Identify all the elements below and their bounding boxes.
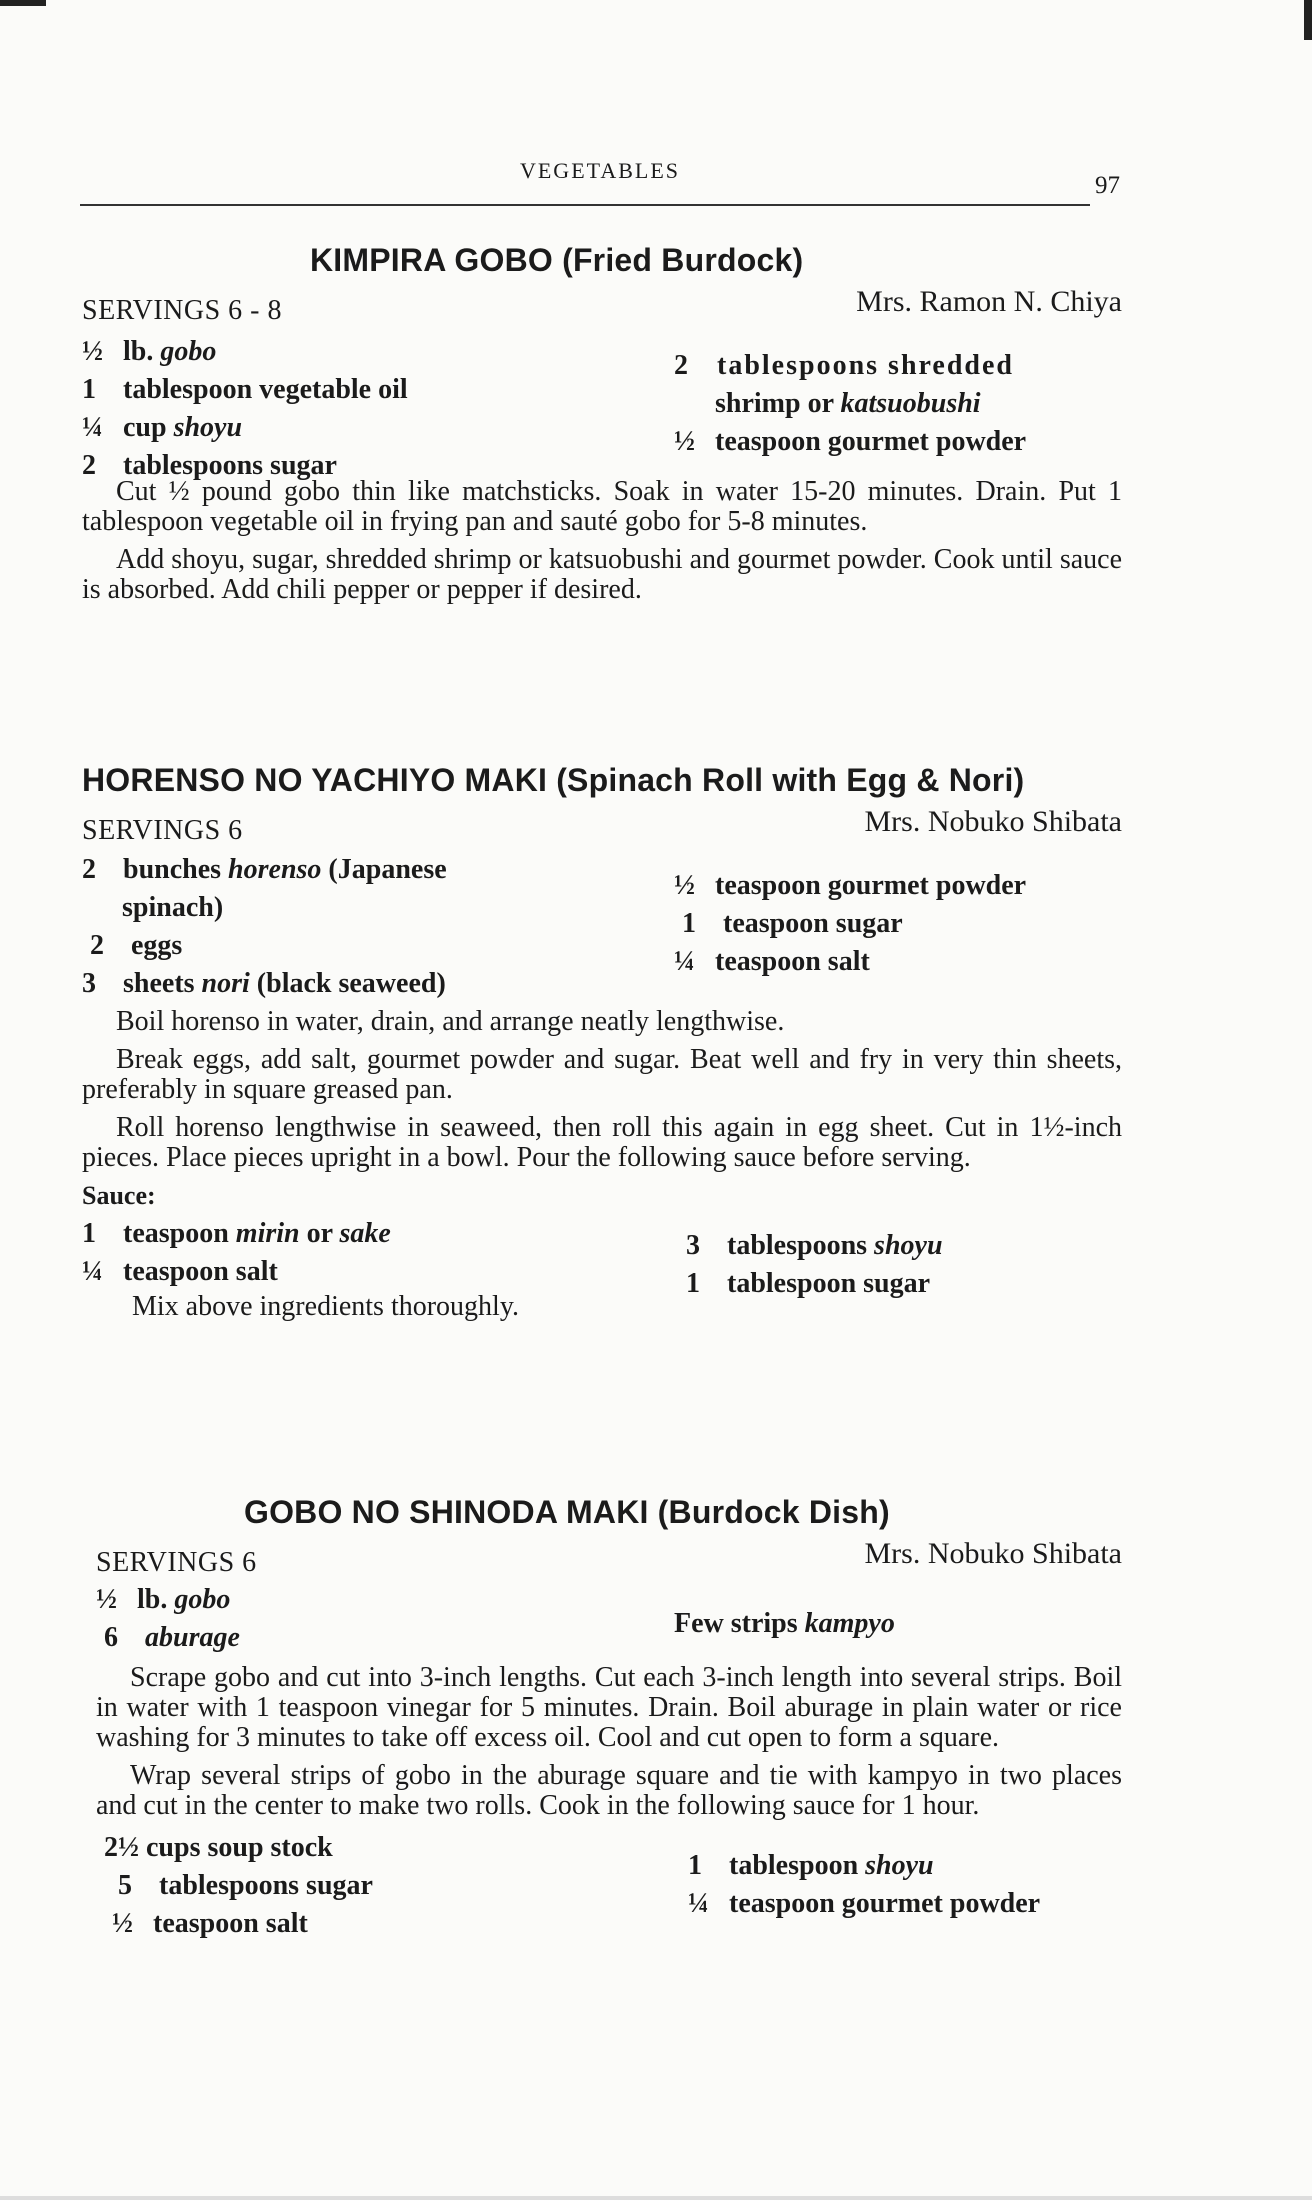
method-paragraph: Add shoyu, sugar, shredded shrimp or katsuobushi and gourmet powder. Cook until sauce is absorbed. Add chili pepper or pepper if desired. [82,544,1122,605]
ingredient-item: 5 tablespoons sugar [118,1870,373,1901]
scan-bottom-edge [0,2196,1312,2200]
sauce-ingredients [82,1829,1122,1949]
sauce-ingredients-left [82,1215,602,1323]
sauce-method: Mix above ingredients thoroughly. [132,1291,520,1322]
ingredient-item: 2 eggs [90,930,183,961]
sauce-ingredients [82,1211,1122,1331]
ingredients-right [674,1605,1154,1643]
ingredient-item: ¼ cup shoyu [82,412,243,443]
ingredient-item: 3 tablespoons shoyu [686,1230,943,1261]
ingredients-left [96,1581,616,1657]
recipe-method [82,1663,1122,1821]
ingredient-item: ½ teaspoon salt [112,1908,308,1939]
ingredient-item: 1 teaspoon mirin or sake [82,1218,391,1249]
recipe-title: HORENSO NO YACHIYO MAKI (Spinach Roll with Egg & Nori) [82,762,1025,798]
ingredient-list [82,1577,1122,1663]
recipe-meta [82,805,1122,845]
method-paragraph: Cut ½ pound gobo thin like matchsticks. Soak in water 15-20 minutes. Drain. Put 1 tablespoon vegetable oil in frying pan and sauté gobo for 5-8 minutes. [82,476,1122,537]
method-paragraph: Wrap several strips of gobo in the aburage square and tie with kampyo in two places and cut in the center to make two rolls. Cook in the following sauce for 1 hour. [96,1760,1122,1821]
method-paragraph: Roll horenso lengthwise in seaweed, then roll this again in egg sheet. Cut in 1½-inch pieces. Place pieces upright in a bowl. Pour the following sauce before serving. [82,1112,1122,1173]
ingredient-item: 1 tablespoon shoyu [688,1850,934,1881]
ingredient-item: ¼ teaspoon gourmet powder [688,1888,1041,1919]
method-paragraph: Break eggs, add salt, gourmet powder and sugar. Beat well and fry in very thin sheets, preferably in square greased pan. [82,1044,1122,1105]
servings: SERVINGS 6 [82,815,243,846]
method-paragraph: Boil horenso in water, drain, and arrange neatly lengthwise. [116,1006,785,1037]
recipe-author: Mrs. Ramon N. Chiya [856,285,1122,318]
ingredient-item: 1 tablespoon sugar [686,1268,931,1299]
ingredient-list [82,325,1122,481]
ingredient-item: ½ lb. gobo [96,1584,231,1615]
sauce-ingredients-right [688,1847,1168,1923]
ingredient-item: 2 tablespoons shredded [674,350,1015,381]
sauce-ingredients-right [686,1227,1166,1303]
recipe-title: KIMPIRA GOBO (Fried Burdock) [310,242,804,278]
recipe-kimpira-gobo [82,242,1122,613]
servings: SERVINGS 6 - 8 [82,295,282,326]
ingredient-item: ½ teaspoon gourmet powder [674,426,1027,457]
ingredient-item: 1 teaspoon sugar [682,908,903,939]
recipe-method [82,1007,1122,1173]
recipe-title: GOBO NO SHINODA MAKI (Burdock Dish) [244,1494,890,1530]
page-number: 97 [1095,172,1120,199]
ingredients-left [82,851,602,1003]
recipe-meta [82,1537,1122,1577]
ingredient-item: 2 tablespoons sugar [82,450,337,481]
scan-corner-mark [0,0,46,6]
ingredient-item: ½ lb. gobo [82,336,217,367]
ingredient-item: spinach) [122,892,224,923]
sauce-label: Sauce: [82,1181,156,1210]
scan-edge-mark [1304,0,1312,40]
header-rule [80,204,1090,206]
ingredient-item: shrimp or katsuobushi [715,388,981,419]
recipe-meta [82,285,1122,325]
ingredients-left [82,333,602,485]
ingredient-item: ¼ teaspoon salt [674,946,870,977]
ingredient-item: 3 sheets nori (black seaweed) [82,968,446,999]
recipe-method [82,477,1122,605]
page-header [80,150,1120,210]
recipe-horenso-maki [82,762,1122,1331]
ingredient-item: Few strips kampyo [674,1608,895,1639]
method-paragraph: Scrape gobo and cut into 3-inch lengths. Cut each 3-inch length into several strips. Boil in water with 1 teaspoon vinegar for 5 minutes. Drain. Boil aburage in plain water or rice washing for 3 minutes to take off excess oil. Cool and cut open to form a square. [96,1662,1122,1753]
recipe-gobo-shinoda-maki [82,1494,1122,1949]
servings: SERVINGS 6 [96,1547,257,1578]
recipe-author: Mrs. Nobuko Shibata [864,1537,1122,1570]
ingredient-item: ½ teaspoon gourmet powder [674,870,1027,901]
sauce-ingredients-left [104,1829,624,1943]
ingredient-list [82,845,1122,1007]
ingredients-right [674,347,1154,461]
running-head: VEGETABLES [519,158,680,183]
recipe-author: Mrs. Nobuko Shibata [864,805,1122,838]
ingredient-item: 2½ cups soup stock [104,1832,333,1863]
ingredient-item: 6 aburage [104,1622,240,1653]
ingredients-right [674,867,1154,981]
ingredient-item: 1 tablespoon vegetable oil [82,374,408,405]
ingredient-item: 2 bunches horenso (Japanese [82,854,447,885]
ingredient-item: ¼ teaspoon salt [82,1256,278,1287]
